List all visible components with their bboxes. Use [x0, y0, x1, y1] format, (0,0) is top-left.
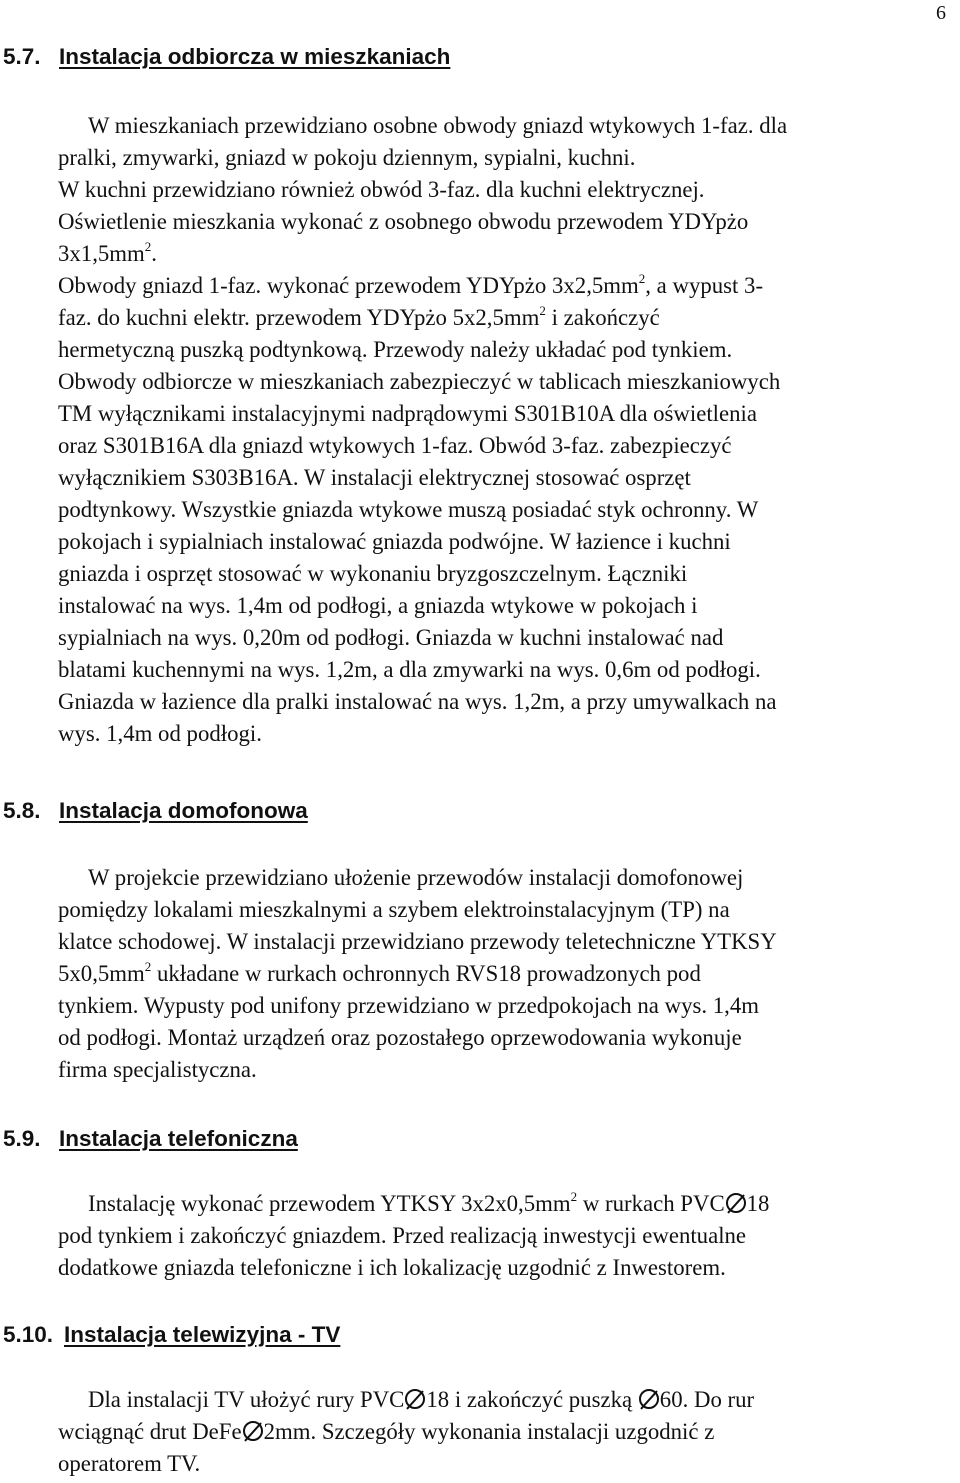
- paragraph-5-8: [58, 862, 942, 1086]
- page-number: 6: [936, 2, 946, 24]
- diameter-icon: [726, 1193, 746, 1213]
- section-title: Instalacja telewizyjna - TV: [64, 1322, 341, 1347]
- section-title: Instalacja domofonowa: [59, 798, 308, 823]
- text-line: wyłącznikiem S303B16A. W instalacji elektrycznej stosować osprzęt: [58, 465, 691, 490]
- text-line: firma specjalistyczna.: [58, 1057, 257, 1082]
- text-line: podtynkowy. Wszystkie gniazda wtykowe muszą posiadać styk ochronny. W: [58, 497, 759, 522]
- paragraph-5-10: [58, 1384, 942, 1480]
- text-line: pralki, zmywarki, gniazd w pokoju dziennym, sypialni, kuchni.: [58, 145, 636, 170]
- text-line: pomiędzy lokalami mieszkalnymi a szybem elektroinstalacyjnym (TP) na: [58, 897, 730, 922]
- text-line: dodatkowe gniazda telefoniczne i ich lokalizację uzgodnić z Inwestorem.: [58, 1255, 726, 1280]
- text-line: hermetyczną puszką podtynkową. Przewody należy układać pod tynkiem.: [58, 337, 733, 362]
- text-line: klatce schodowej. W instalacji przewidziano przewody teletechniczne YTKSY: [58, 929, 777, 954]
- section-title: Instalacja odbiorcza w mieszkaniach: [59, 44, 451, 69]
- text-line: pod tynkiem i zakończyć gniazdem. Przed realizacją inwestycji ewentualne: [58, 1223, 747, 1248]
- diameter-icon: [243, 1421, 263, 1441]
- diameter-icon: [639, 1389, 659, 1409]
- text-line: W mieszkaniach przewidziano osobne obwody gniazd wtykowych 1-faz. dla: [88, 113, 788, 138]
- text-line: oraz S301B16A dla gniazd wtykowych 1-faz. Obwód 3-faz. zabezpieczyć: [58, 433, 732, 458]
- text-line: pokojach i sypialniach instalować gniazda podwójne. W łazience i kuchni: [58, 529, 731, 554]
- text-line: tynkiem. Wypusty pod unifony przewidziano w przedpokojach na wys. 1,4m: [58, 993, 759, 1018]
- text-line: gniazda i osprzęt stosować w wykonaniu bryzgoszczelnym. Łączniki: [58, 561, 688, 586]
- section-number: 5.7.: [3, 44, 41, 69]
- diameter-icon: [405, 1389, 425, 1409]
- text-line: W projekcie przewidziano ułożenie przewodów instalacji domofonowej: [88, 865, 744, 890]
- text-line: W kuchni przewidziano również obwód 3-faz. dla kuchni elektrycznej.: [58, 177, 705, 202]
- text-line: $5x0,5mm^2$ układane w rurkach ochronnych RVS18 prowadzonych pod: [58, 959, 701, 986]
- text-line: instalować na wys. 1,4m od podłogi, a gniazda wtykowe w pokojach i: [58, 593, 698, 618]
- section-number: 5.10.: [3, 1322, 54, 1347]
- paragraph-5-7: [58, 110, 942, 750]
- section-title: Instalacja telefoniczna: [59, 1126, 298, 1151]
- text-line: wys. 1,4m od podłogi.: [58, 721, 262, 746]
- text-line: $3x1,5mm^2$.: [58, 239, 157, 266]
- text-line: od podłogi. Montaż urządzeń oraz pozostałego oprzewodowania wykonuje: [58, 1025, 742, 1050]
- text-line: Dla instalacji TV ułożyć rury PVC 18 i zakończyć puszką 60. Do rur: [88, 1387, 755, 1412]
- text-line: Oświetlenie mieszkania wykonać z osobnego obwodu przewodem YDYpżo: [58, 209, 749, 234]
- text-line: Gniazda w łazience dla pralki instalować na wys. 1,2m, a przy umywalkach na: [58, 689, 777, 714]
- section-number: 5.8.: [3, 798, 41, 823]
- text-line: wciągnąć drut DeFe 2mm. Szczegóły wykonania instalacji uzgodnić z: [58, 1419, 715, 1444]
- text-line: faz. do kuchni elektr. przewodem YDYpżo $5x2,5mm^2$ i zakończyć: [58, 303, 660, 330]
- text-line: sypialniach na wys. 0,20m od podłogi. Gniazda w kuchni instalować nad: [58, 625, 724, 650]
- text-line: operatorem TV.: [58, 1451, 201, 1476]
- text-line: Obwody odbiorcze w mieszkaniach zabezpieczyć w tablicach mieszkaniowych: [58, 369, 781, 394]
- text-line: Obwody gniazd 1-faz. wykonać przewodem YDYpżo $3x2,5mm^2$, a wypust 3-: [58, 271, 764, 298]
- text-line: TM wyłącznikami instalacyjnymi nadprądowymi S301B10A dla oświetlenia: [58, 401, 757, 426]
- section-number: 5.9.: [3, 1126, 41, 1151]
- text-line: Instalację wykonać przewodem YTKSY $3x2x0,5mm^2$ w rurkach PVC 18: [88, 1189, 770, 1216]
- text-line: blatami kuchennymi na wys. 1,2m, a dla zmywarki na wys. 0,6m od podłogi.: [58, 657, 761, 682]
- paragraph-5-9: [58, 1188, 942, 1284]
